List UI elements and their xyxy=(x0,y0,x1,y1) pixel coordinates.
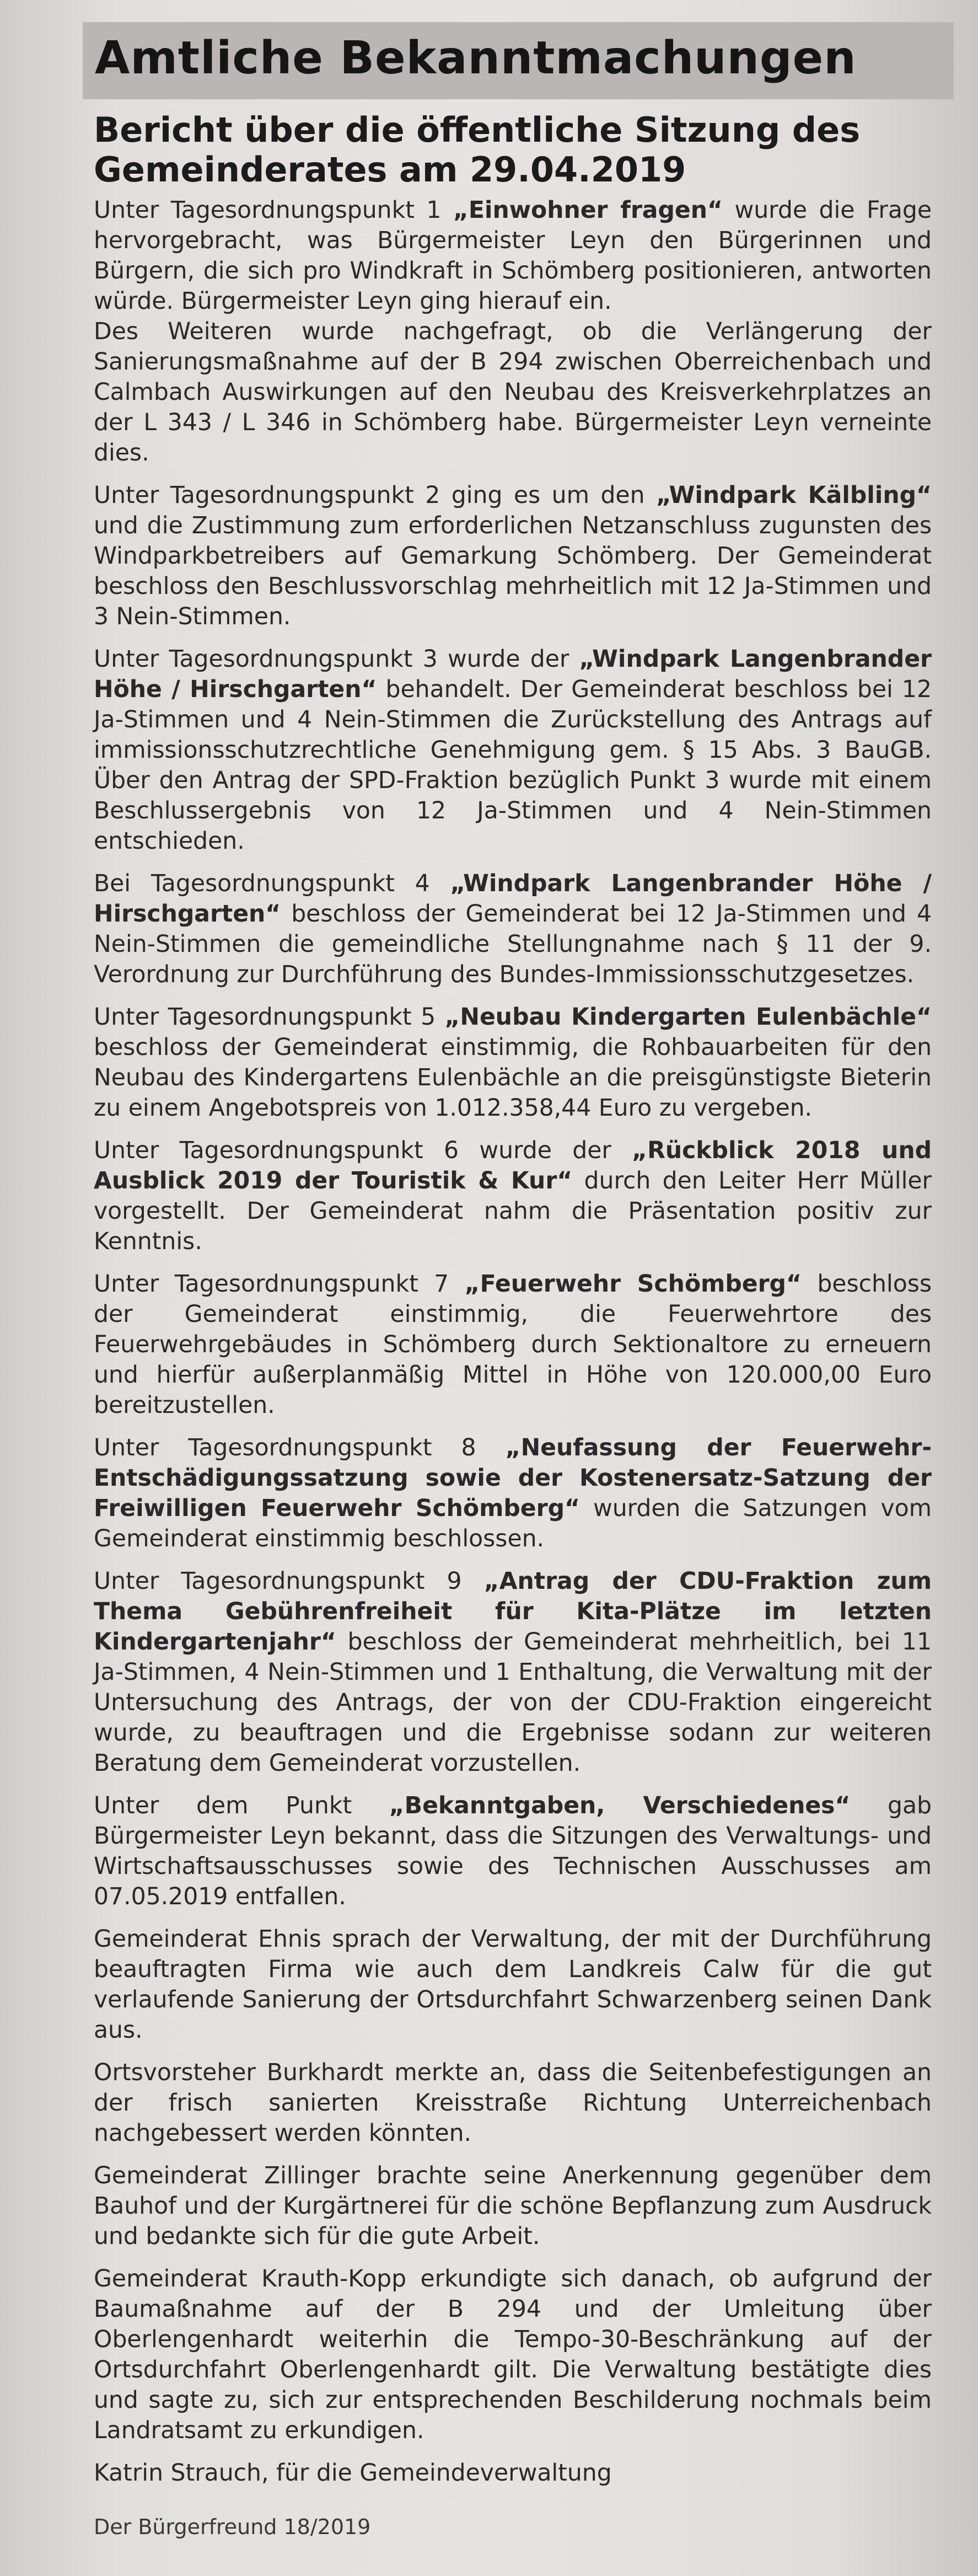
article-paragraph xyxy=(94,869,932,990)
paragraph-text: gab Bürgermeister Leyn bekannt, dass die Sitzungen des Verwaltungs- und Wirtschaftsausschusses sowie des Technischen Ausschusses am 07.05.2019 entfallen. xyxy=(94,1792,932,1910)
agenda-item-title: „Neubau Kindergarten Eulenbächle“ xyxy=(444,1004,932,1031)
article-paragraph xyxy=(94,1002,932,1123)
section-title: Amtliche Bekanntmachungen xyxy=(95,32,857,84)
paragraph-text: Unter Tagesordnungspunkt 5 xyxy=(94,1004,445,1031)
paragraph-text: Unter Tagesordnungspunkt 1 xyxy=(94,197,453,224)
agenda-item-title: „Windpark Langenbrander Höhe / Hirschgarten“ xyxy=(94,870,932,928)
signature: Katrin Strauch, für die Gemeindeverwaltung xyxy=(94,2460,612,2487)
paragraph-text: Bei Tagesordnungspunkt 4 xyxy=(94,870,450,897)
paragraph-text: und die Zustimmung zum erforderlichen Netzanschluss zugunsten des Windparkbetreibers auf Gemarkung Schömberg. Der Gemeinderat beschloss den Beschlussvorschlag mehrheitlich mit 12 Ja-Stimmen und 3 Nein-Stimmen. xyxy=(94,512,932,630)
paragraph-text: Gemeinderat Ehnis sprach der Verwaltung, der mit der Durchführung beauftragten Firma wie auch dem Landkreis Calw für die gut verlaufende Sanierung der Ortsdurchfahrt Schwarzenberg seinen Dank aus. xyxy=(94,1926,932,2044)
agenda-item-title: „Windpark Kälbling“ xyxy=(655,482,932,509)
paragraph-text: durch den Leiter Herr Müller vorgestellt. Der Gemeinderat nahm die Präsentation positiv zur Kenntnis. xyxy=(94,1167,932,1255)
article-paragraph xyxy=(94,1433,932,1554)
paragraph-text: Unter Tagesordnungspunkt 2 ging es um den xyxy=(94,482,656,509)
agenda-item-title: „Antrag der CDU-Fraktion zum Thema Gebührenfreiheit für Kita-Plätze im letzten Kindergartenjahr“ xyxy=(94,1568,932,1656)
paragraph-text: behandelt. Der Gemeinderat beschloss bei 12 Ja-Stimmen und 4 Nein-Stimmen die Zurückstellung des Antrags auf immissionsschutzrechtliche Genehmigung gem. § 15 Abs. 3 BauGB. Über den Antrag der SPD-Fraktion bezüglich Punkt 3 wurde mit einem Beschlussergebnis von 12 Ja-Stimmen und 4 Nein-Stimmen entschieden. xyxy=(94,676,932,855)
article-paragraph xyxy=(94,1924,932,2045)
article-paragraph xyxy=(94,2264,932,2446)
article-paragraph xyxy=(94,1566,932,1779)
agenda-item-title: „Feuerwehr Schömberg“ xyxy=(464,1271,802,1298)
paragraph-text: Ortsvorsteher Burkhardt merkte an, dass die Seitenbefestigungen an der frisch sanierten Kreisstraße Richtung Unterreichenbach nachgebessert werden könnten. xyxy=(94,2059,932,2147)
paragraph-text: Unter Tagesordnungspunkt 7 xyxy=(94,1271,465,1298)
paragraph-text: Unter Tagesordnungspunkt 8 xyxy=(94,1434,506,1461)
agenda-item-title: „Rückblick 2018 und Ausblick 2019 der Touristik & Kur“ xyxy=(94,1137,932,1195)
article-paragraph xyxy=(94,480,932,632)
section-header xyxy=(83,22,954,99)
paragraph-text: beschloss der Gemeinderat einstimmig, die Rohbauarbeiten für den Neubau des Kindergartens Eulenbächle an die preisgünstigste Bieterin zu einem Angebotspreis von 1.012.358,44 Euro zu vergeben. xyxy=(94,1034,932,1122)
article xyxy=(94,110,932,2488)
article-paragraph xyxy=(94,317,932,468)
paragraph-text: beschloss der Gemeinderat einstimmig, die Feuerwehrtore des Feuerwehrgebäudes in Schömberg durch Sektionaltore zu erneuern und hierfür außerplanmäßig Mittel in Höhe von 120.000,00 Euro bereitzustellen. xyxy=(94,1271,932,1419)
article-paragraph xyxy=(94,1136,932,1257)
article-paragraph xyxy=(94,644,932,856)
paragraph-text: wurde die Frage hervorgebracht, was Bürgermeister Leyn den Bürgerinnen und Bürgern, die sich pro Windkraft in Schömberg positionieren, antworten würde. Bürgermeister Leyn ging hierauf ein. xyxy=(94,197,932,315)
article-paragraph xyxy=(94,195,932,317)
paragraph-text: beschloss der Gemeinderat bei 12 Ja-Stimmen und 4 Nein-Stimmen die gemeindliche Stellungnahme nach § 11 der 9. Verordnung zur Durchführung des Bundes-Immissionsschutzgesetzes. xyxy=(94,901,932,988)
agenda-item-title: „Neufassung der Feuerwehr-Entschädigungssatzung sowie der Kostenersatz-Satzung der Freiwilligen Feuerwehr Schömberg“ xyxy=(94,1434,932,1522)
paragraph-text: Unter dem Punkt xyxy=(94,1792,389,1819)
paragraph-text: wurden die Satzungen vom Gemeinderat einstimmig beschlossen. xyxy=(94,1495,932,1552)
article-paragraph xyxy=(94,2058,932,2149)
agenda-item-title: „Windpark Langenbrander Höhe / Hirschgarten“ xyxy=(94,646,932,703)
paragraph-text: Unter Tagesordnungspunkt 6 wurde der xyxy=(94,1137,632,1164)
paragraph-text: beschloss der Gemeinderat mehrheitlich, bei 11 Ja-Stimmen, 4 Nein-Stimmen und 1 Enthaltung, die Verwaltung mit der Untersuchung des Antrags, der von der CDU-Fraktion eingereicht wurde, zu beauftragen und die Ergebnisse sodann zur weiteren Beratung dem Gemeinderat vorzustellen. xyxy=(94,1629,932,1777)
publication-footer: Der Bürgerfreund 18/2019 xyxy=(94,2515,371,2539)
article-paragraph xyxy=(94,2161,932,2252)
paragraph-text: Gemeinderat Krauth-Kopp erkundigte sich danach, ob aufgrund der Baumaßnahme auf der B 294 und der Umleitung über Oberlengenhardt weiterhin die Tempo-30-Beschränkung auf der Ortsdurchfahrt Oberlengenhardt gilt. Die Verwaltung bestätigte dies und sagte zu, sich zur entsprechenden Beschilderung nochmals beim Landratsamt zu erkundigen. xyxy=(94,2266,932,2444)
article-body xyxy=(94,195,932,2446)
paragraph-text: Gemeinderat Zillinger brachte seine Anerkennung gegenüber dem Bauhof und der Kurgärtnerei für die schöne Bepflanzung zum Ausdruck und bedankte sich für die gute Arbeit. xyxy=(94,2162,932,2250)
agenda-item-title: „Bekanntgaben, Verschiedenes“ xyxy=(389,1792,851,1819)
paragraph-text: Unter Tagesordnungspunkt 3 wurde der xyxy=(94,646,579,673)
agenda-item-title: „Einwohner fragen“ xyxy=(453,197,723,224)
report-title: Bericht über die öffentliche Sitzung des Gemeinderates am 29.04.2019 xyxy=(94,110,861,190)
paragraph-text: Unter Tagesordnungspunkt 9 xyxy=(94,1568,484,1595)
article-paragraph xyxy=(94,1791,932,1912)
paragraph-text: Des Weiteren wurde nachgefragt, ob die Verlängerung der Sanierungsmaßnahme auf der B 294 zwischen Oberreichenbach und Calmbach Auswirkungen auf den Neubau des Kreisverkehrplatzes an der L 343 / L 346 in Schömberg habe. Bürgermeister Leyn verneinte dies. xyxy=(94,318,932,467)
article-paragraph xyxy=(94,1269,932,1421)
